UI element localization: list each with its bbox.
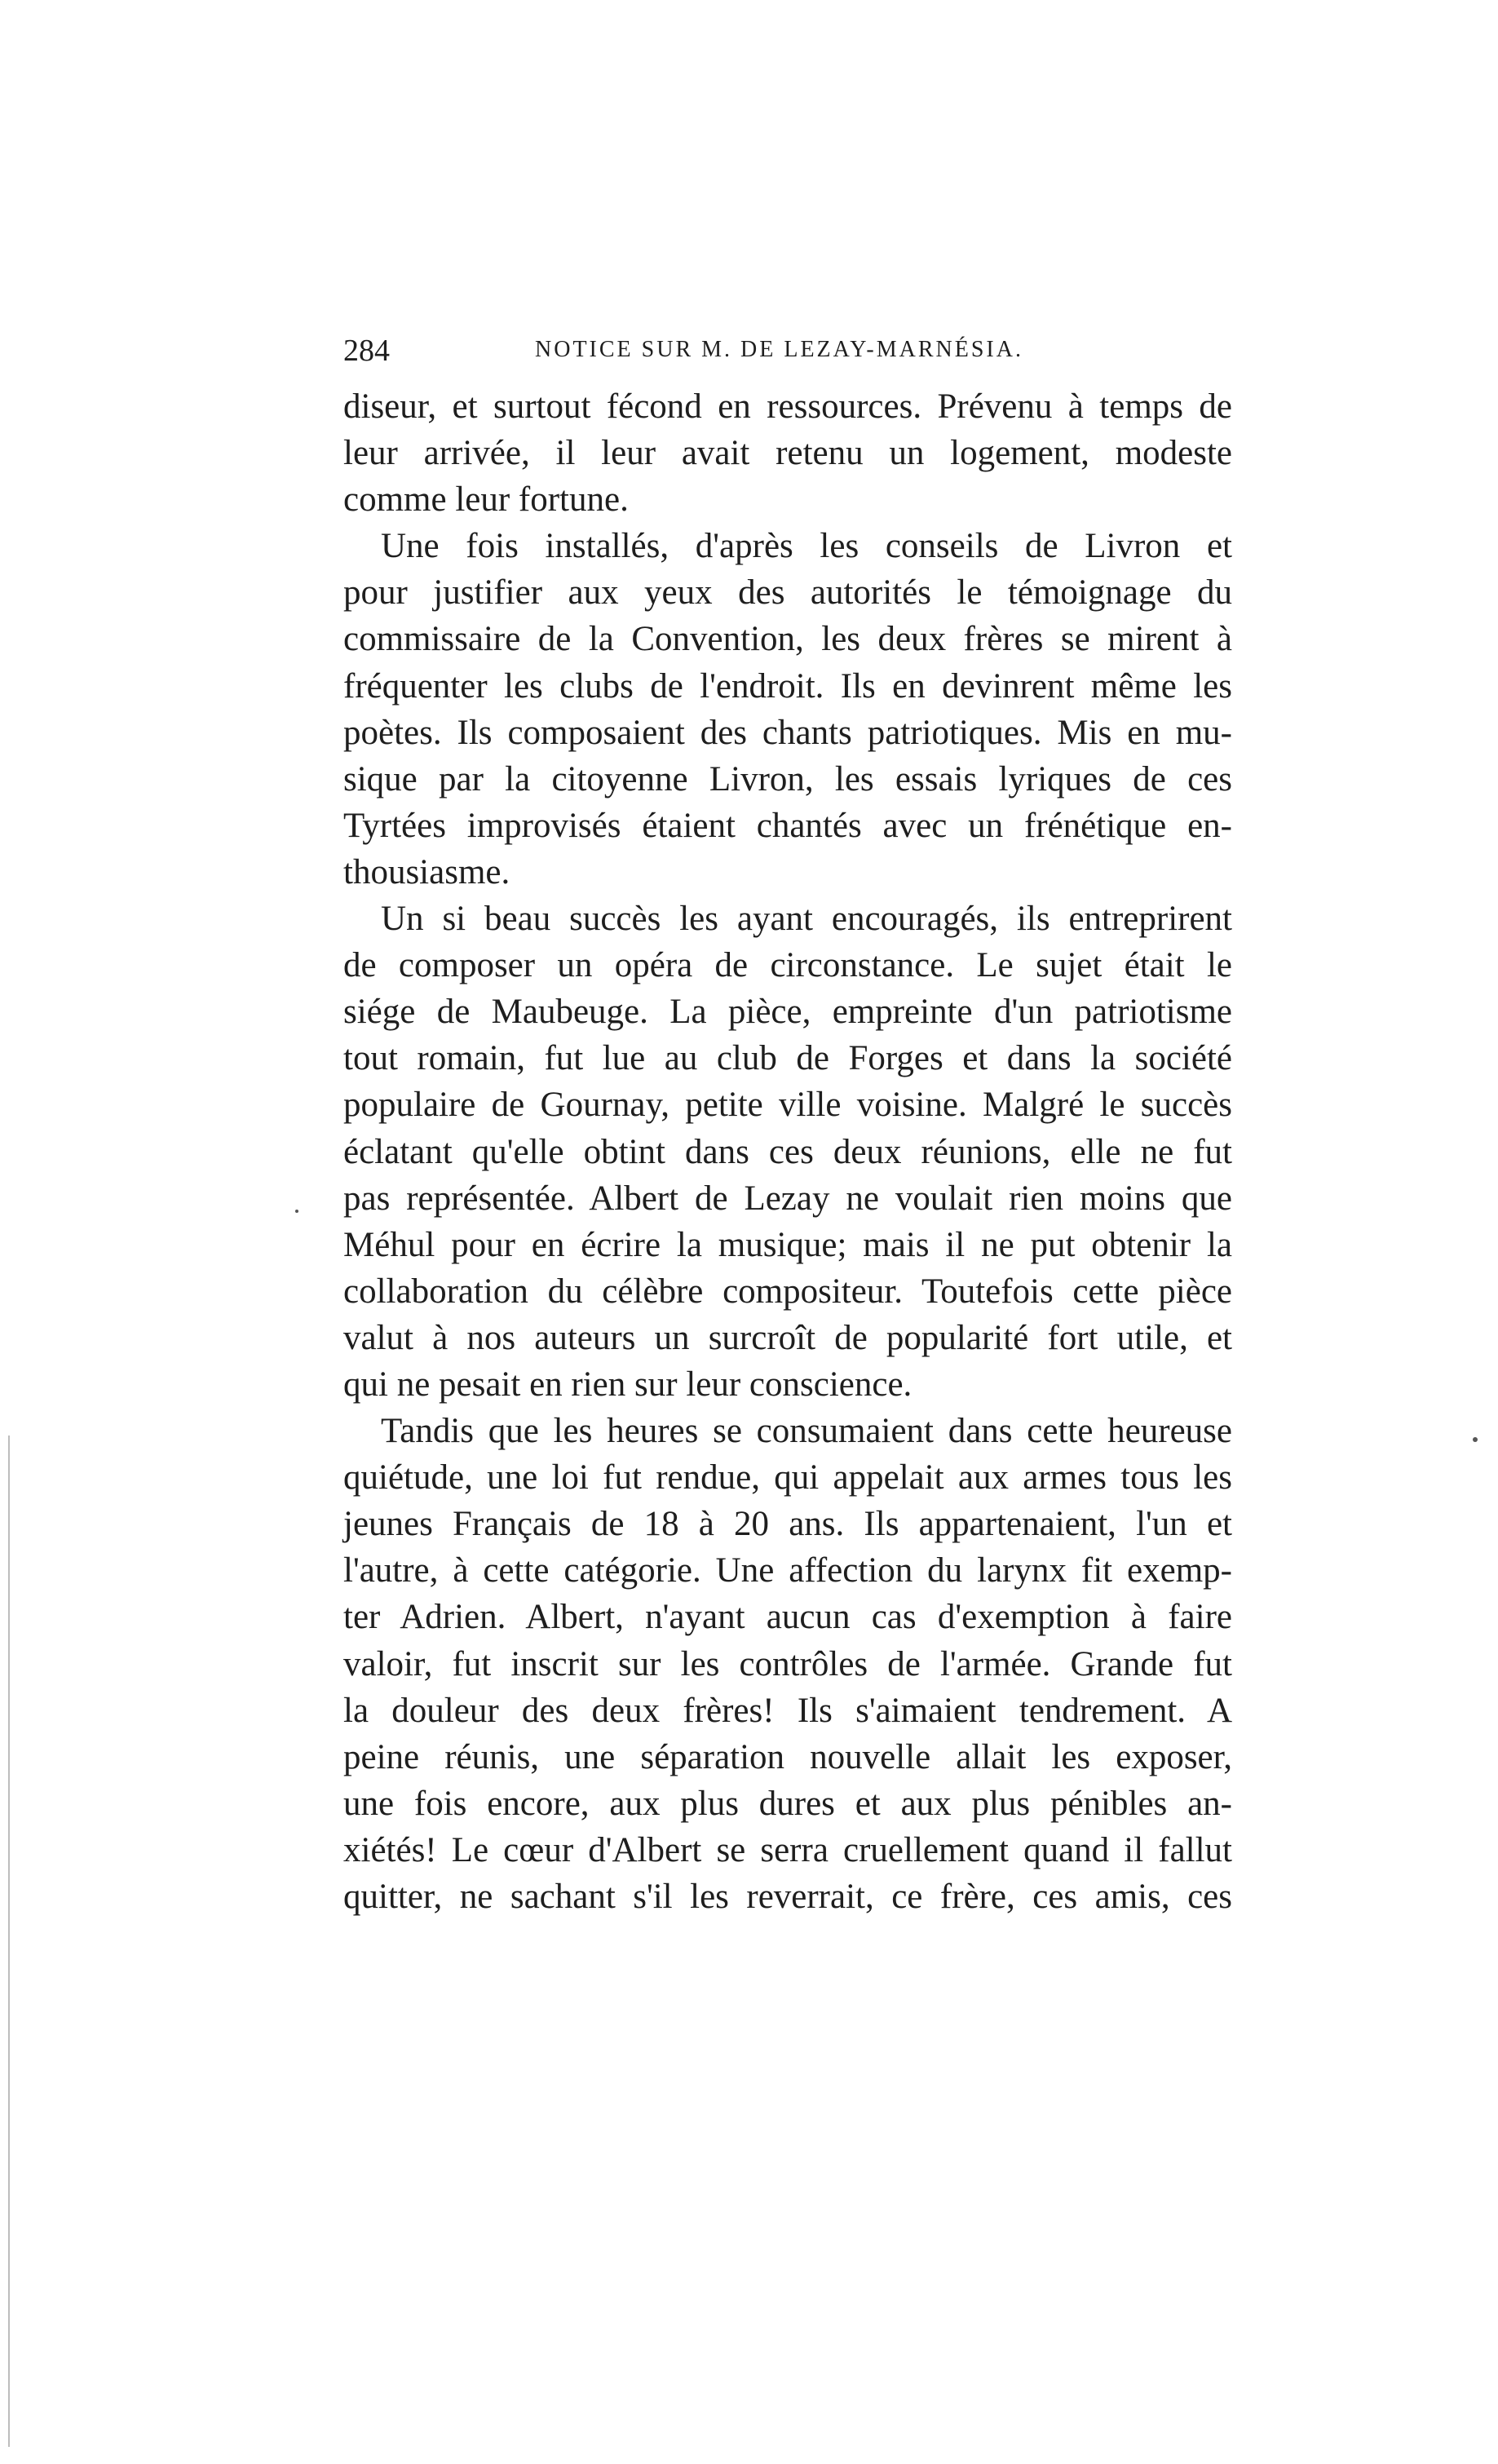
text-line: jeunes Français de 18 à 20 ans. Ils appartenaient, l'un et bbox=[343, 1505, 1232, 1544]
ink-speck bbox=[295, 1210, 298, 1213]
text-line: la douleur des deux frères! Ils s'aimaient tendrement. A bbox=[343, 1691, 1232, 1730]
text-line: pas représentée. Albert de Lezay ne voulait rien moins que bbox=[343, 1179, 1232, 1218]
text-line: sique par la citoyenne Livron, les essais lyriques de ces bbox=[343, 759, 1232, 798]
text-line: Tyrtées improvisés étaient chantés avec un frénétique en- bbox=[343, 806, 1232, 845]
text-line: l'autre, à cette catégorie. Une affection du larynx fit exemp- bbox=[343, 1551, 1232, 1590]
text-line: tout romain, fut lue au club de Forges et dans la société bbox=[343, 1039, 1232, 1078]
text-line: peine réunis, une séparation nouvelle allait les exposer, bbox=[343, 1737, 1232, 1776]
ink-speck bbox=[1473, 1437, 1478, 1442]
text-line: Un si beau succès les ayant encouragés, ils entreprirent bbox=[381, 900, 1232, 939]
running-title: NOTICE SUR M. DE LEZAY-MARNÉSIA. bbox=[535, 337, 1023, 362]
text-line: commissaire de la Convention, les deux frères se mirent à bbox=[343, 620, 1232, 659]
text-line: ter Adrien. Albert, n'ayant aucun cas d'exemption à faire bbox=[343, 1598, 1232, 1637]
text-line: valoir, fut inscrit sur les contrôles de l'armée. Grande fut bbox=[343, 1644, 1232, 1683]
text-line: qui ne pesait en rien sur leur conscience. bbox=[343, 1365, 912, 1404]
left-margin-shadow bbox=[8, 1435, 10, 2447]
text-line: fréquenter les clubs de l'endroit. Ils en devinrent même les bbox=[343, 666, 1232, 706]
text-line: valut à nos auteurs un surcroît de popularité fort utile, et bbox=[343, 1318, 1232, 1357]
page-number: 284 bbox=[343, 334, 390, 368]
text-line: une fois encore, aux plus dures et aux plus pénibles an- bbox=[343, 1784, 1232, 1823]
text-line: Une fois installés, d'après les conseils de Livron et bbox=[381, 527, 1232, 566]
text-line: de composer un opéra de circonstance. Le sujet était le bbox=[343, 946, 1232, 985]
text-line: siége de Maubeuge. La pièce, empreinte d'un patriotisme bbox=[343, 993, 1232, 1032]
text-line: xiétés! Le cœur d'Albert se serra cruellement quand il fallut bbox=[343, 1830, 1232, 1869]
text-line: collaboration du célèbre compositeur. Toutefois cette pièce bbox=[343, 1272, 1232, 1311]
text-line: leur arrivée, il leur avait retenu un logement, modeste bbox=[343, 434, 1232, 473]
text-line: populaire de Gournay, petite ville voisine. Malgré le succès bbox=[343, 1086, 1232, 1125]
text-line: quitter, ne sachant s'il les reverrait, ce frère, ces amis, ces bbox=[343, 1878, 1232, 1916]
text-line: quiétude, une loi fut rendue, qui appelait aux armes tous les bbox=[343, 1458, 1232, 1497]
body-text bbox=[343, 383, 1232, 1920]
text-line: comme leur fortune. bbox=[343, 480, 629, 520]
text-line: poètes. Ils composaient des chants patriotiques. Mis en mu- bbox=[343, 713, 1232, 752]
text-line: thousiasme. bbox=[343, 852, 510, 891]
text-line: Tandis que les heures se consumaient dans cette heureuse bbox=[381, 1412, 1232, 1451]
running-head bbox=[343, 333, 1232, 382]
text-line: diseur, et surtout fécond en ressources. Prévenu à temps de bbox=[343, 387, 1232, 426]
text-line: Méhul pour en écrire la musique; mais il ne put obtenir la bbox=[343, 1225, 1232, 1264]
text-line: pour justifier aux yeux des autorités le témoignage du bbox=[343, 573, 1232, 613]
text-line: éclatant qu'elle obtint dans ces deux réunions, elle ne fut bbox=[343, 1132, 1232, 1171]
